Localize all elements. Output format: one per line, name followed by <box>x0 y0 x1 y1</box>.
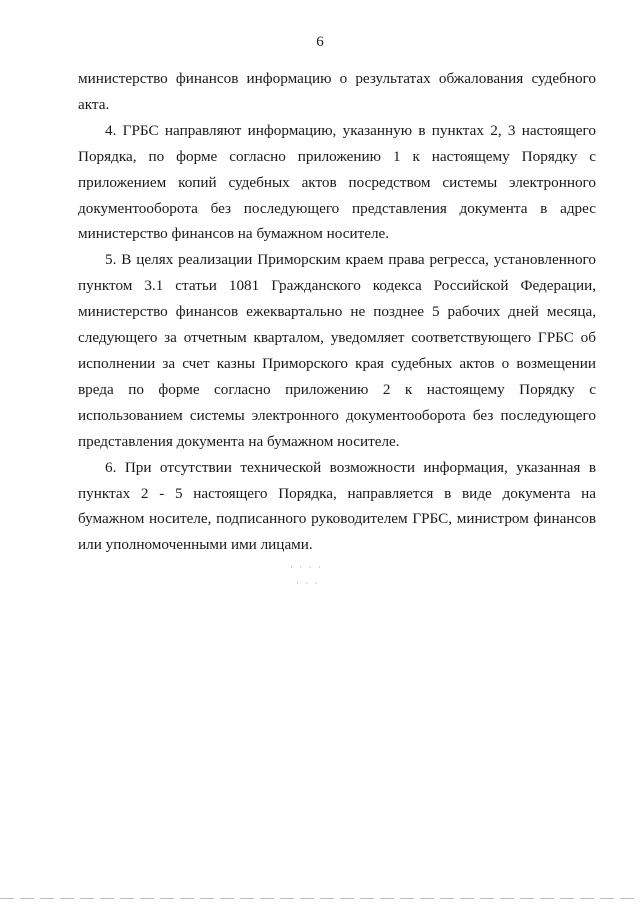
scan-speck: · · · <box>296 578 320 588</box>
page-number: 6 <box>316 34 324 50</box>
document-body <box>78 66 596 558</box>
paragraph-item-4: 4. ГРБС направляют информацию, указанную в пунктах 2, 3 настоящего Порядка, по форме согласно приложению 1 к настоящему Порядку с приложением копий судебных актов посредством системы электронного документооборота без последующего представления документа в адрес министерство финансов на бумажном носителе. <box>78 121 596 243</box>
scan-speck: · · · · <box>290 562 323 572</box>
paragraph-item-6: 6. При отсутствии технической возможности информация, указанная в пунктах 2 - 5 настоящего Порядка, направляется в виде документа на бумажном носителе, подписанного руководителем ГРБС, министром финансов или уполномоченными ими лицами. <box>78 458 596 554</box>
paragraph-continuation: министерство финансов информацию о результатах обжалования судебного акта. <box>78 70 596 113</box>
paragraph-item-5: 5. В целях реализации Приморским краем права регресса, установленного пунктом 3.1 статьи 1081 Гражданского кодекса Российской Федерации, министерство финансов ежеквартально не позднее 5 рабочих дней месяца, следующего за отчетным кварталом, уведомляет соответствующего ГРБС об исполнении за счет казны Приморского края судебных актов о возмещении вреда по форме согласно приложению 2 к настоящему Порядку с использованием системы электронного документооборота без последующего представления документа на бумажном носителе. <box>78 251 596 450</box>
scan-edge-line <box>0 898 640 899</box>
